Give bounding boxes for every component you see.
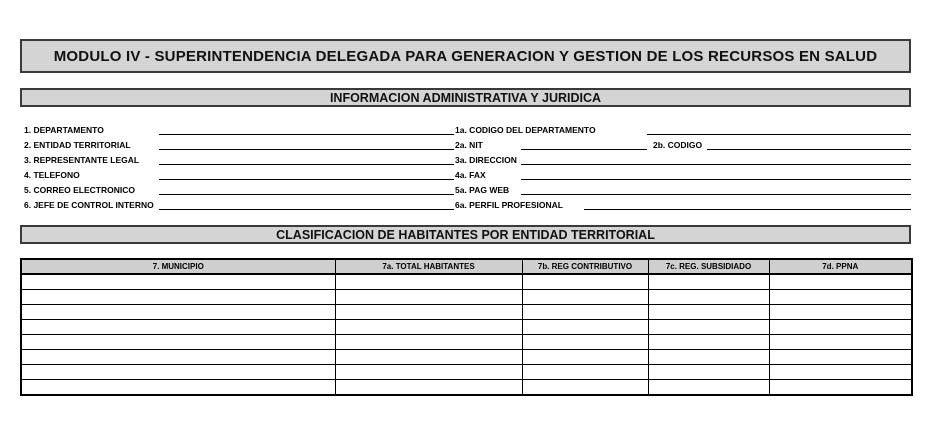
table-cell[interactable] bbox=[648, 274, 769, 290]
table-cell[interactable] bbox=[648, 365, 769, 380]
table-cell[interactable] bbox=[21, 350, 335, 365]
table-row bbox=[21, 335, 912, 350]
table-cell[interactable] bbox=[21, 274, 335, 290]
field-codigo-departamento[interactable] bbox=[647, 134, 911, 135]
table-cell[interactable] bbox=[522, 335, 648, 350]
table-row bbox=[21, 350, 912, 365]
table-cell[interactable] bbox=[648, 380, 769, 396]
table-cell[interactable] bbox=[335, 290, 522, 305]
table-cell[interactable] bbox=[648, 320, 769, 335]
field-entidad-territorial[interactable] bbox=[159, 149, 454, 150]
label-perfil-profesional: 6a. PERFIL PROFESIONAL bbox=[455, 200, 564, 210]
table-row bbox=[21, 380, 912, 396]
table-cell[interactable] bbox=[21, 380, 335, 396]
table-cell[interactable] bbox=[769, 380, 912, 396]
column-header-total-habitantes: 7a. TOTAL HABITANTES bbox=[335, 259, 522, 274]
field-perfil-profesional[interactable] bbox=[584, 209, 911, 210]
table-cell[interactable] bbox=[335, 320, 522, 335]
table-cell[interactable] bbox=[21, 320, 335, 335]
field-departamento[interactable] bbox=[159, 134, 454, 135]
table-cell[interactable] bbox=[769, 320, 912, 335]
field-nit[interactable] bbox=[521, 149, 647, 150]
table-cell[interactable] bbox=[335, 350, 522, 365]
column-header-reg-subsidiado: 7c. REG. SUBSIDIADO bbox=[648, 259, 769, 274]
label-telefono: 4. TELEFONO bbox=[24, 170, 80, 180]
column-header-reg-contributivo: 7b. REG CONTRIBUTIVO bbox=[522, 259, 648, 274]
table-cell[interactable] bbox=[335, 365, 522, 380]
table-row bbox=[21, 274, 912, 290]
label-fax: 4a. FAX bbox=[455, 170, 486, 180]
table-row bbox=[21, 320, 912, 335]
table-cell[interactable] bbox=[522, 290, 648, 305]
table-cell[interactable] bbox=[335, 305, 522, 320]
table-cell[interactable] bbox=[769, 290, 912, 305]
table-cell[interactable] bbox=[335, 380, 522, 396]
table-cell[interactable] bbox=[21, 290, 335, 305]
table-cell[interactable] bbox=[769, 274, 912, 290]
column-header-ppna: 7d. PPNA bbox=[769, 259, 912, 274]
table-cell[interactable] bbox=[769, 305, 912, 320]
table-cell[interactable] bbox=[522, 365, 648, 380]
field-telefono[interactable] bbox=[159, 179, 454, 180]
field-fax[interactable] bbox=[521, 179, 911, 180]
field-correo-electronico[interactable] bbox=[159, 194, 454, 195]
table-cell[interactable] bbox=[648, 350, 769, 365]
table-cell[interactable] bbox=[769, 365, 912, 380]
table-row bbox=[21, 305, 912, 320]
table-row bbox=[21, 365, 912, 380]
table-cell[interactable] bbox=[648, 305, 769, 320]
section-header-habitantes: CLASIFICACION DE HABITANTES POR ENTIDAD TERRITORIAL bbox=[20, 225, 911, 244]
table-cell[interactable] bbox=[335, 274, 522, 290]
column-header-municipio: 7. MUNICIPIO bbox=[21, 259, 335, 274]
table-cell[interactable] bbox=[21, 365, 335, 380]
field-jefe-control-interno[interactable] bbox=[159, 209, 454, 210]
label-jefe-control-interno: 6. JEFE DE CONTROL INTERNO bbox=[24, 200, 154, 210]
table-cell[interactable] bbox=[21, 335, 335, 350]
table-body bbox=[21, 274, 912, 395]
table-cell[interactable] bbox=[648, 290, 769, 305]
table-cell[interactable] bbox=[522, 305, 648, 320]
table-cell[interactable] bbox=[522, 380, 648, 396]
table-row bbox=[21, 290, 912, 305]
label-entidad-territorial: 2. ENTIDAD TERRITORIAL bbox=[24, 140, 131, 150]
label-direccion: 3a. DIRECCION bbox=[455, 155, 517, 165]
field-direccion[interactable] bbox=[521, 164, 911, 165]
label-correo-electronico: 5. CORREO ELECTRONICO bbox=[24, 185, 135, 195]
label-departamento: 1. DEPARTAMENTO bbox=[24, 125, 104, 135]
field-codigo[interactable] bbox=[707, 149, 911, 150]
habitantes-table bbox=[20, 258, 913, 396]
table-cell[interactable] bbox=[769, 335, 912, 350]
field-pag-web[interactable] bbox=[521, 194, 911, 195]
label-pag-web: 5a. PAG WEB bbox=[455, 185, 510, 195]
field-representante-legal[interactable] bbox=[159, 164, 454, 165]
table-cell[interactable] bbox=[648, 335, 769, 350]
label-codigo-departamento: 1a. CODIGO DEL DEPARTAMENTO bbox=[455, 125, 596, 135]
label-representante-legal: 3. REPRESENTANTE LEGAL bbox=[24, 155, 140, 165]
label-codigo: 2b. CODIGO bbox=[653, 140, 703, 150]
table-cell[interactable] bbox=[335, 335, 522, 350]
section-header-admin: INFORMACION ADMINISTRATIVA Y JURIDICA bbox=[20, 88, 911, 107]
table-cell[interactable] bbox=[769, 350, 912, 365]
table-cell[interactable] bbox=[522, 320, 648, 335]
label-nit: 2a. NIT bbox=[455, 140, 483, 150]
table-cell[interactable] bbox=[522, 274, 648, 290]
module-title: MODULO IV - SUPERINTENDENCIA DELEGADA PARA GENERACION Y GESTION DE LOS RECURSOS EN SALUD bbox=[20, 39, 911, 73]
table-cell[interactable] bbox=[522, 350, 648, 365]
table-cell[interactable] bbox=[21, 305, 335, 320]
